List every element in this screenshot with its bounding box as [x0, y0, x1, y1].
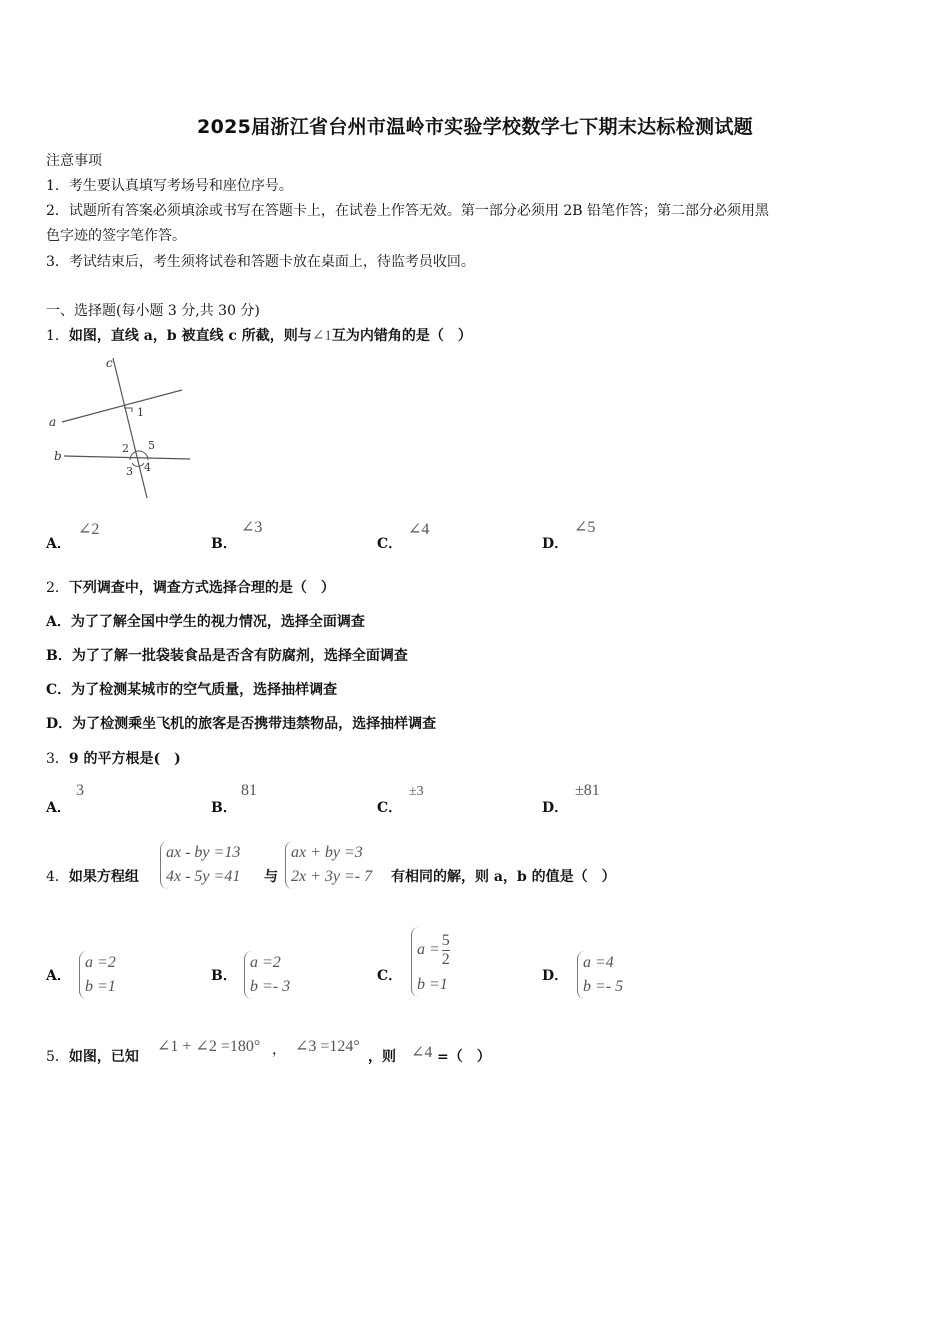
- question-2: [46, 578, 335, 598]
- notice-item-1: 1．考生要认真填写考场号和座位序号。: [46, 178, 293, 194]
- question-number: 3．: [46, 751, 69, 767]
- question-text: 9 的平方根是( ): [68, 751, 181, 767]
- q5-expr-2: ∠3 =124°: [295, 1038, 360, 1055]
- q1-option-d-value: ∠5: [574, 519, 596, 536]
- label-4: 4: [144, 461, 151, 474]
- label-b: b: [54, 449, 62, 463]
- notice-item-2: 2．试题所有答案必须填涂或书写在答题卡上，在试卷上作答无效。第一部分必须用 2B 铅笔作答；第二部分必须用黑: [46, 203, 769, 219]
- q2-option-d: D．为了检测乘坐飞机的旅客是否携带违禁物品，选择抽样调查: [46, 716, 437, 732]
- question-number: 2．: [46, 580, 69, 596]
- question-number: 4．: [46, 869, 69, 885]
- q3-option-d-value: ±81: [575, 782, 600, 799]
- section-heading: 一、选择题(每小题 3 分,共 30 分): [46, 303, 260, 319]
- q4-option-d-label: D．: [542, 968, 569, 984]
- q4-option-a-label: A．: [46, 968, 71, 984]
- q5-then: ，则: [368, 1049, 396, 1065]
- q4-option-c-label: C．: [377, 968, 403, 984]
- q3-option-c-label: C．: [377, 800, 403, 816]
- question-text: 如图，直线 a，b 被直线 c 所截，则与: [68, 328, 312, 344]
- q3-option-b-value: 81: [241, 782, 257, 799]
- q2-option-b: B．为了了解一批袋装食品是否含有防腐剂，选择全面调查: [46, 648, 408, 664]
- q1-option-b-label: B．: [211, 536, 237, 552]
- q4-intro: [46, 867, 139, 887]
- q1-option-c-label: C．: [377, 536, 403, 552]
- q2-option-a: A．为了了解全国中学生的视力情况，选择全面调查: [46, 614, 365, 630]
- q3-option-b-label: B．: [211, 800, 237, 816]
- q5-comma: ，: [272, 1042, 286, 1058]
- page-title: 2025届浙江省台州市温岭市实验学校数学七下期末达标检测试题: [197, 116, 753, 138]
- question-text: 下列调查中，调查方式选择合理的是（ ）: [68, 580, 335, 596]
- question-3: [46, 749, 181, 769]
- notice-item-3: 3．考试结束后，考生须将试卷和答题卡放在桌面上，待监考员收回。: [46, 254, 475, 270]
- notice-item-2-cont: 色字迹的签字笔作答。: [46, 228, 186, 244]
- question-1: [46, 326, 472, 346]
- question-number: 1．: [46, 328, 69, 344]
- q3-option-a-label: A．: [46, 800, 71, 816]
- q1-option-d-label: D．: [542, 536, 569, 552]
- question-text: 如图，已知: [68, 1049, 139, 1065]
- q1-option-b-value: ∠3: [241, 519, 263, 536]
- label-1: 1: [137, 406, 144, 419]
- q4-option-d-value: a =4 b =- 5: [577, 951, 623, 999]
- q4-mid: 与: [264, 869, 278, 885]
- label-2: 2: [122, 442, 129, 455]
- q3-option-a-value: 3: [76, 782, 84, 799]
- q4-option-b-label: B．: [211, 968, 237, 984]
- question-number: 5．: [46, 1049, 69, 1065]
- q3-option-c-value: ±3: [409, 784, 424, 799]
- q4-option-c-value: a = $\frac{5}{2}$ b =1: [411, 927, 450, 997]
- q5-expr-1: ∠1 + ∠2 =180°: [157, 1038, 261, 1055]
- label-a: a: [49, 415, 57, 429]
- q4-system-1: ax - by =13 4x - 5y =41: [160, 841, 240, 889]
- label-3: 3: [126, 465, 133, 478]
- q1-figure: [44, 350, 204, 505]
- q5-tail: =（ ）: [437, 1049, 491, 1065]
- angle-1: ∠1: [311, 328, 332, 344]
- q1-option-c-value: ∠4: [408, 521, 430, 538]
- q5-intro: [46, 1047, 139, 1067]
- q5-angle-4: ∠4: [411, 1044, 433, 1061]
- q4-option-b-value: a =2 b =- 3: [244, 951, 290, 999]
- question-tail: 互为内错角的是（ ）: [331, 328, 472, 344]
- q4-system-2: ax + by =3 2x + 3y =- 7: [285, 841, 372, 889]
- q4-tail: 有相同的解，则 a，b 的值是（ ）: [391, 869, 616, 885]
- label-c: c: [106, 356, 113, 370]
- q4-option-a-value: a =2 b =1: [79, 951, 116, 999]
- q2-option-c: C．为了检测某城市的空气质量，选择抽样调查: [46, 682, 338, 698]
- q1-option-a-value: ∠2: [78, 521, 100, 538]
- question-text: 如果方程组: [68, 869, 139, 885]
- q3-option-d-label: D．: [542, 800, 569, 816]
- q1-option-a-label: A．: [46, 536, 71, 552]
- notice-heading: 注意事项: [46, 153, 102, 169]
- label-5: 5: [148, 439, 155, 452]
